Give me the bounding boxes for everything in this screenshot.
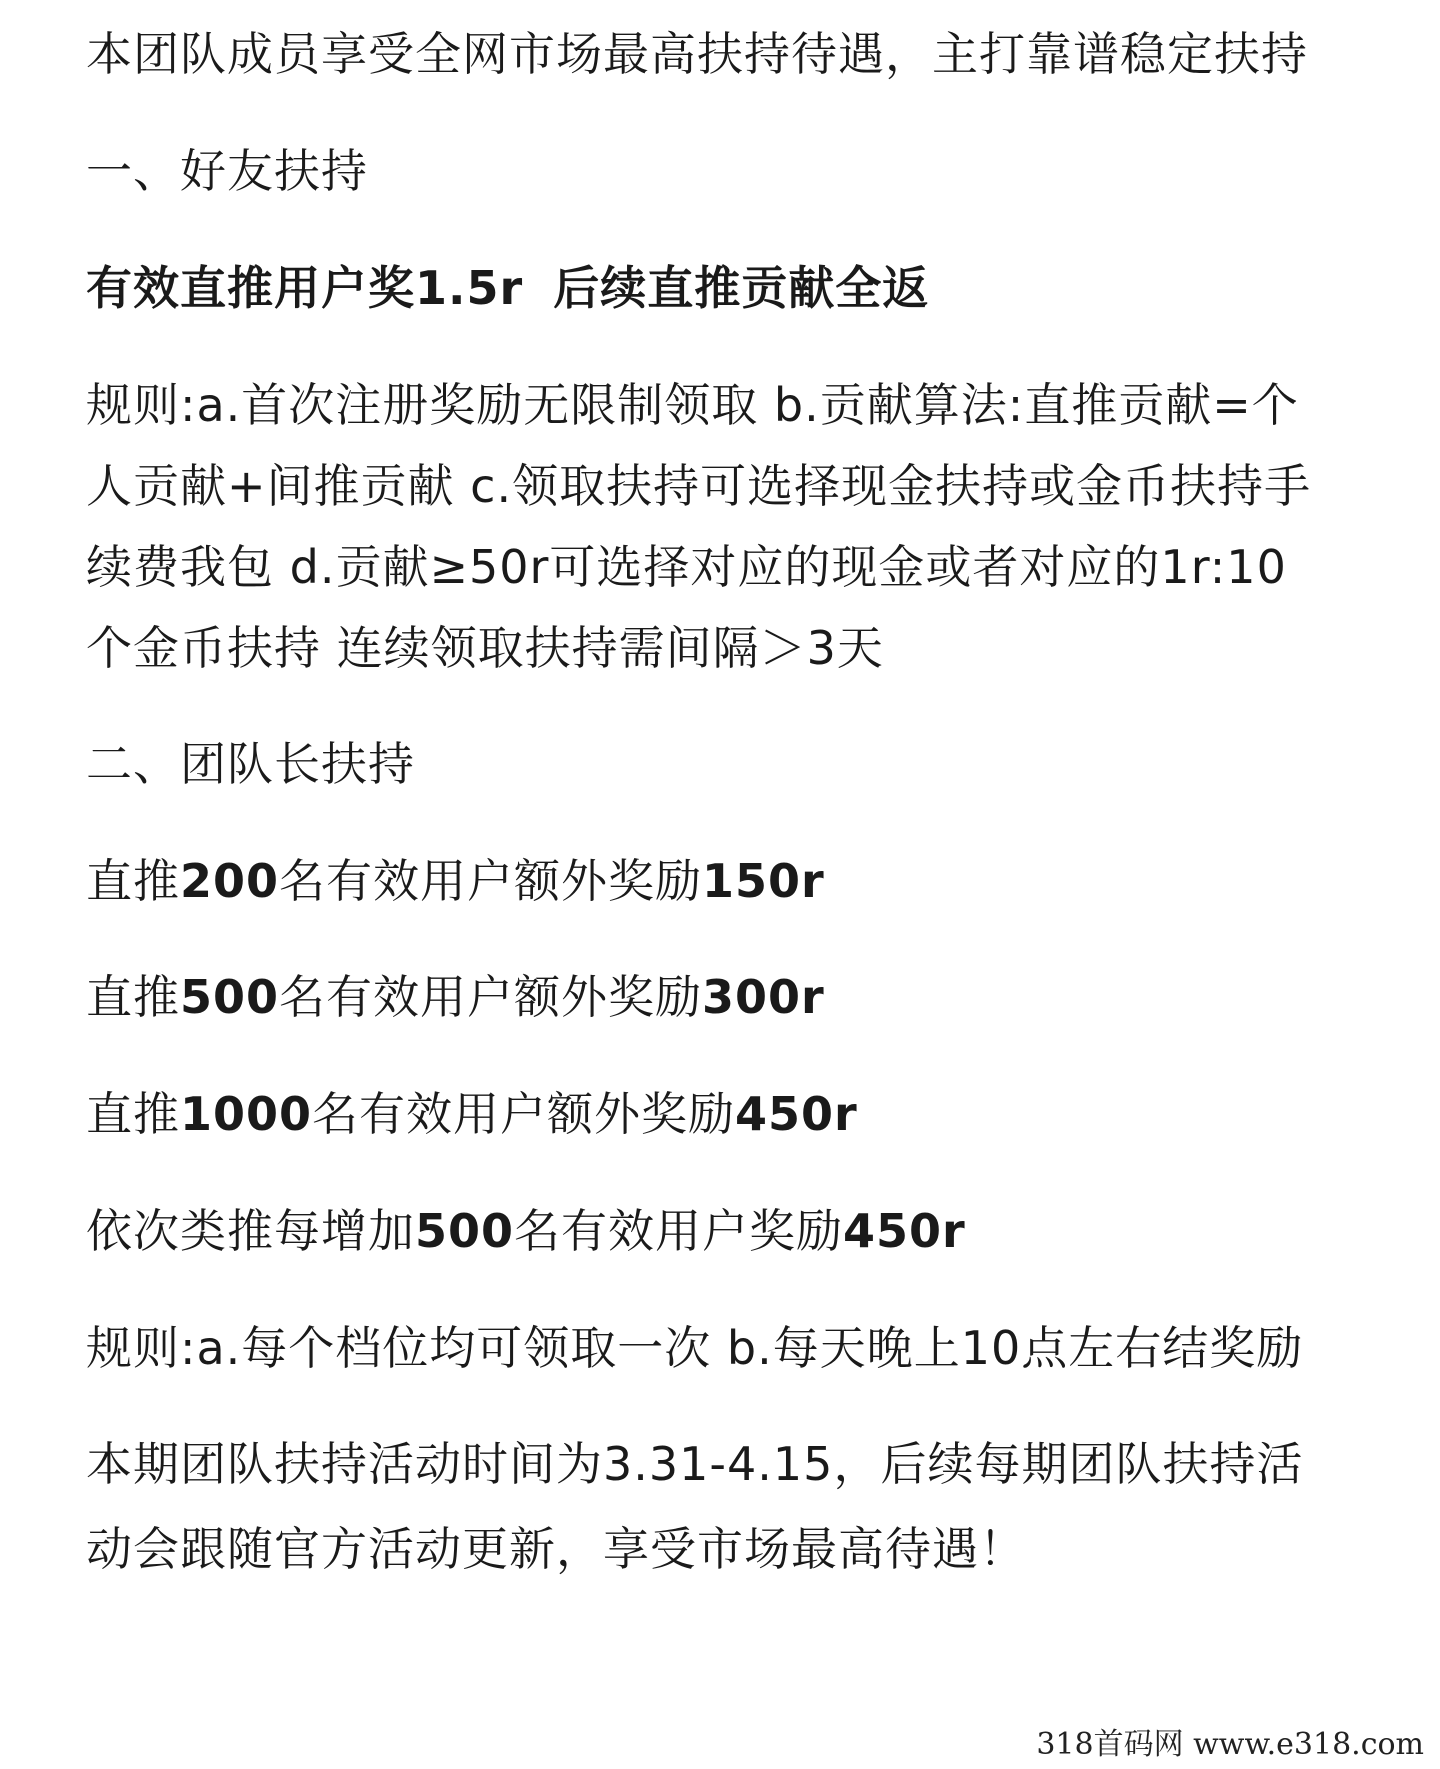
tier-row: [86, 1084, 858, 1144]
tier-middle: 名有效用户奖励: [514, 1204, 844, 1258]
tier-reward: 450r: [843, 1204, 966, 1258]
section1-rules-line-3: 续费我包 d.贡献≥50r可选择对应的现金或者对应的1r:10: [86, 540, 1287, 594]
headline-reward: 有效直推用户奖1.5r: [86, 261, 524, 315]
tier-count: 500: [415, 1204, 515, 1258]
section1-rules-line-1: 规则:a.首次注册奖励无限制领取 b.贡献算法:直推贡献=个: [86, 378, 1299, 432]
tier-middle: 名有效用户额外奖励: [312, 1087, 736, 1141]
site-watermark: 318首码网 www.e318.com: [1030, 1725, 1430, 1765]
tier-middle: 名有效用户额外奖励: [279, 854, 703, 908]
section2-rules: 规则:a.每个档位均可领取一次 b.每天晚上10点左右结奖励: [86, 1321, 1304, 1375]
tier-count: 500: [180, 970, 280, 1024]
tier-middle: 名有效用户额外奖励: [279, 970, 703, 1024]
period-line-1: 本期团队扶持活动时间为3.31-4.15，后续每期团队扶持活: [86, 1437, 1304, 1491]
tier-row: [86, 1201, 966, 1261]
tier-prefix: 直推: [86, 854, 180, 908]
section1-headline: [86, 258, 929, 318]
tier-row: [86, 967, 825, 1027]
headline-return: 后续直推贡献全返: [553, 261, 930, 315]
section1-rules-line-4: 个金币扶持 连续领取扶持需间隔＞3天: [86, 621, 884, 675]
tier-count: 1000: [180, 1087, 313, 1141]
tier-count: 200: [180, 854, 280, 908]
tier-reward: 150r: [702, 854, 825, 908]
section2-heading: 二、团队长扶持: [86, 737, 415, 791]
section1-rules-line-2: 人贡献+间推贡献 c.领取扶持可选择现金扶持或金币扶持手: [86, 459, 1312, 513]
intro-text: 本团队成员享受全网市场最高扶持待遇，主打靠谱稳定扶持: [86, 27, 1308, 81]
tier-prefix: 直推: [86, 1087, 180, 1141]
section1-heading: 一、好友扶持: [86, 144, 368, 198]
tier-prefix: 依次类推每增加: [86, 1204, 415, 1258]
period-line-2: 动会跟随官方活动更新，享受市场最高待遇！: [86, 1522, 1026, 1576]
tier-reward: 450r: [735, 1087, 858, 1141]
tier-prefix: 直推: [86, 970, 180, 1024]
tier-row: [86, 851, 825, 911]
tier-reward: 300r: [702, 970, 825, 1024]
